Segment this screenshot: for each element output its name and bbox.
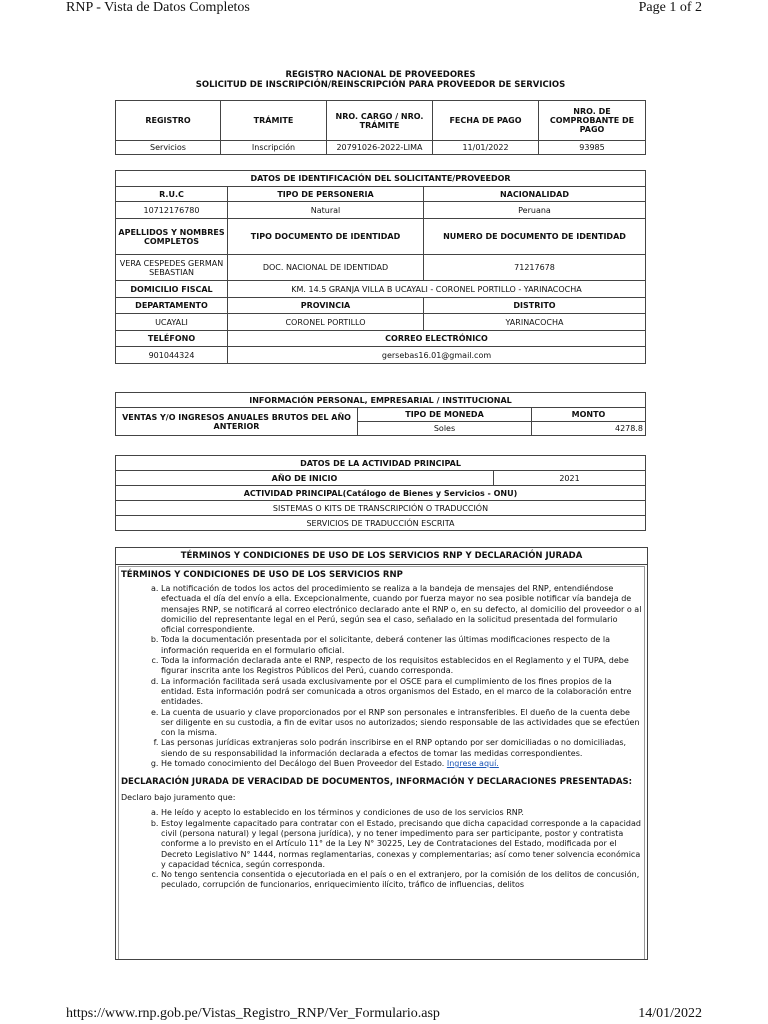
title-line2: SOLICITUD DE INSCRIPCIÓN/REINSCRIPCIÓN PARA PROVEEDOR DE SERVICIOS [195,80,566,90]
list-item: e. La cuenta de usuario y clave proporcionados por el RNP son personales e intransferibles. El dueño de la cuenta debe ser diligente en su custodia, a fin de evitar usos no autorizados; siendo responsable de las actividades que se efectúen con la misma. [161,708,642,739]
title-line1: REGISTRO NACIONAL DE PROVEEDORES [285,70,476,80]
nombres-label: APELLIDOS Y NOMBRES COMPLETOS [116,219,228,255]
domicilio-label: DOMICILIO FISCAL [116,281,228,298]
comprobante-value: 93985 [539,141,646,155]
list-item: f. Las personas jurídicas extranjeras solo podrán inscribirse en el RNP optando por ser domiciliadas o no domiciliadas, siendo de su responsabilidad la información declarada a efectos de tomar las medidas correspondientes. [161,738,642,759]
num-doc-value: 71217678 [424,255,646,281]
telefono-label: TELÉFONO [116,331,228,347]
provincia-value: CORONEL PORTILLO [228,314,424,331]
actividad-item: SERVICIOS DE TRADUCCIÓN ESCRITA [116,516,646,531]
nro-cargo-header: NRO. CARGO / NRO. TRÁMITE [327,101,433,141]
document-title [115,70,646,90]
registro-header-row [116,101,646,141]
terminos-section [115,547,648,960]
declaracion-list [121,808,642,890]
list-item: d. La información facilitada será usada exclusivamente por el OSCE para el cumplimiento de los fines propios de la entidad. Esta información podrá ser comunicada a otros organismos del Estado, en el marco de la colaboración entre entidades. [161,677,642,708]
fecha-pago-header: FECHA DE PAGO [433,101,539,141]
terminos-subtitle: TÉRMINOS Y CONDICIONES DE USO DE LOS SERVICIOS RNP [121,570,403,580]
tipo-doc-value: DOC. NACIONAL DE IDENTIDAD [228,255,424,281]
list-item: a. La notificación de todos los actos del procedimiento se realiza a la bandeja de mensajes del RNP, entendiéndose efectuada el día del envío a ella. Excepcionalmente, cuando por fuerza mayor no sea posible notificar vía bandeja de mensajes RNP, se notificará al correo electrónico declarado ante el RNP o, en su defecto, al domicilio del proveedor o al domicilio del representante legal en el Perú, según sea el caso, señalado en la solicitud presentada del formulario oficial correspondiente. [161,584,642,635]
fecha-pago-value: 11/01/2022 [433,141,539,155]
tramite-header: TRÁMITE [221,101,327,141]
actividad-title: DATOS DE LA ACTIVIDAD PRINCIPAL [116,456,646,471]
actividad-item: SISTEMAS O KITS DE TRANSCRIPCIÓN O TRADUCCIÓN [116,501,646,516]
print-header [66,0,702,20]
actividad-table [115,455,646,531]
informacion-title: INFORMACIÓN PERSONAL, EMPRESARIAL / INSTITUCIONAL [116,393,646,408]
list-item: b. Estoy legalmente capacitado para contratar con el Estado, precisando que dicha capacidad corresponde a la capacidad civil (persona natural) y legal (persona jurídica), y no tener impedimento para ser participante, postor y contratista conforme a lo previsto en el Artículo 11° de la Ley N° 30225, Ley de Contrataciones del Estado, modificada por el Decreto Legislativo N° 1444, normas reglamentarias, conexas y complementarias; así como tener solvencia económica y capacidad técnica, según corresponda. [161,819,642,870]
identificacion-title: DATOS DE IDENTIFICACIÓN DEL SOLICITANTE/PROVEEDOR [116,171,646,187]
inicio-value: 2021 [494,471,646,486]
actividad-principal-label: ACTIVIDAD PRINCIPAL(Catálogo de Bienes y Servicios - ONU) [116,486,646,501]
list-item: a. He leído y acepto lo establecido en los términos y condiciones de uso de los servicios RNP. [161,808,642,818]
distrito-value: YARINACOCHA [424,314,646,331]
registro-table [115,100,646,155]
num-doc-label: NUMERO DE DOCUMENTO DE IDENTIDAD [424,219,646,255]
registro-value: Servicios [116,141,221,155]
list-item: c. Toda la información declarada ante el RNP, respecto de los requisitos establecidos en el Reglamento y el TUPA, debe figurar inscrita ante los Registros Públicos del Perú, cuando corresponda. [161,656,642,677]
departamento-label: DEPARTAMENTO [116,298,228,314]
terminos-list [121,584,642,769]
moneda-value: Soles [358,422,532,436]
tipo-persona-label: TIPO DE PERSONERIA [228,187,424,202]
terminos-title: TÉRMINOS Y CONDICIONES DE USO DE LOS SERVICIOS RNP Y DECLARACIÓN JURADA [116,548,647,565]
ruc-value: 10712176780 [116,202,228,219]
declaro-text: Declaro bajo juramento que: [121,793,236,803]
domicilio-value: KM. 14.5 GRANJA VILLA B UCAYALI - CORONEL PORTILLO - YARINACOCHA [228,281,646,298]
departamento-value: UCAYALI [116,314,228,331]
page-number: Page 1 of 2 [638,0,702,15]
monto-label: MONTO [532,408,646,422]
list-item [161,759,642,769]
ruc-label: R.U.C [116,187,228,202]
tipo-doc-label: TIPO DOCUMENTO DE IDENTIDAD [228,219,424,255]
correo-label: CORREO ELECTRÓNICO [228,331,646,347]
ingrese-aqui-link[interactable]: Ingrese aquí. [446,759,499,769]
footer-url: https://www.rnp.gob.pe/Vistas_Registro_RNP/Ver_Formulario.asp [66,1006,440,1021]
list-item: c. No tengo sentencia consentida o ejecutoriada en el país o en el extranjero, por la comisión de los delitos de concusión, peculado, corrupción de funcionarios, enriquecimiento ilícito, tráfico de influencias, delitos [161,870,642,891]
provincia-label: PROVINCIA [228,298,424,314]
comprobante-header: NRO. DE COMPROBANTE DE PAGO [539,101,646,141]
tramite-value: Inscripción [221,141,327,155]
list-item: b. Toda la documentación presentada por el solicitante, deberá contener las últimas modificaciones respecto de la información requerida en el formulario oficial. [161,635,642,656]
monto-value: 4278.8 [532,422,646,436]
inicio-label: AÑO DE INICIO [116,471,494,486]
moneda-label: TIPO DE MONEDA [358,408,532,422]
footer-date: 14/01/2022 [638,1006,702,1021]
identificacion-table [115,170,646,364]
registro-header: REGISTRO [116,101,221,141]
header-title: RNP - Vista de Datos Completos [66,0,250,15]
correo-value: gersebas16.01@gmail.com [228,347,646,364]
telefono-value: 901044324 [116,347,228,364]
nacionalidad-label: NACIONALIDAD [424,187,646,202]
registro-value-row [116,141,646,155]
nombres-value: VERA CESPEDES GERMAN SEBASTIAN [116,255,228,281]
ventas-label: VENTAS Y/O INGRESOS ANUALES BRUTOS DEL AÑO ANTERIOR [116,408,358,436]
distrito-label: DISTRITO [424,298,646,314]
terminos-body [118,566,645,959]
informacion-table [115,392,646,436]
nro-cargo-value: 20791026-2022-LIMA [327,141,433,155]
tipo-persona-value: Natural [228,202,424,219]
declaracion-title: DECLARACIÓN JURADA DE VERACIDAD DE DOCUMENTOS, INFORMACIÓN Y DECLARACIONES PRESENTADAS: [121,777,633,788]
nacionalidad-value: Peruana [424,202,646,219]
item-g-text: He tomado conocimiento del Decálogo del Buen Proveedor del Estado. [161,759,445,769]
